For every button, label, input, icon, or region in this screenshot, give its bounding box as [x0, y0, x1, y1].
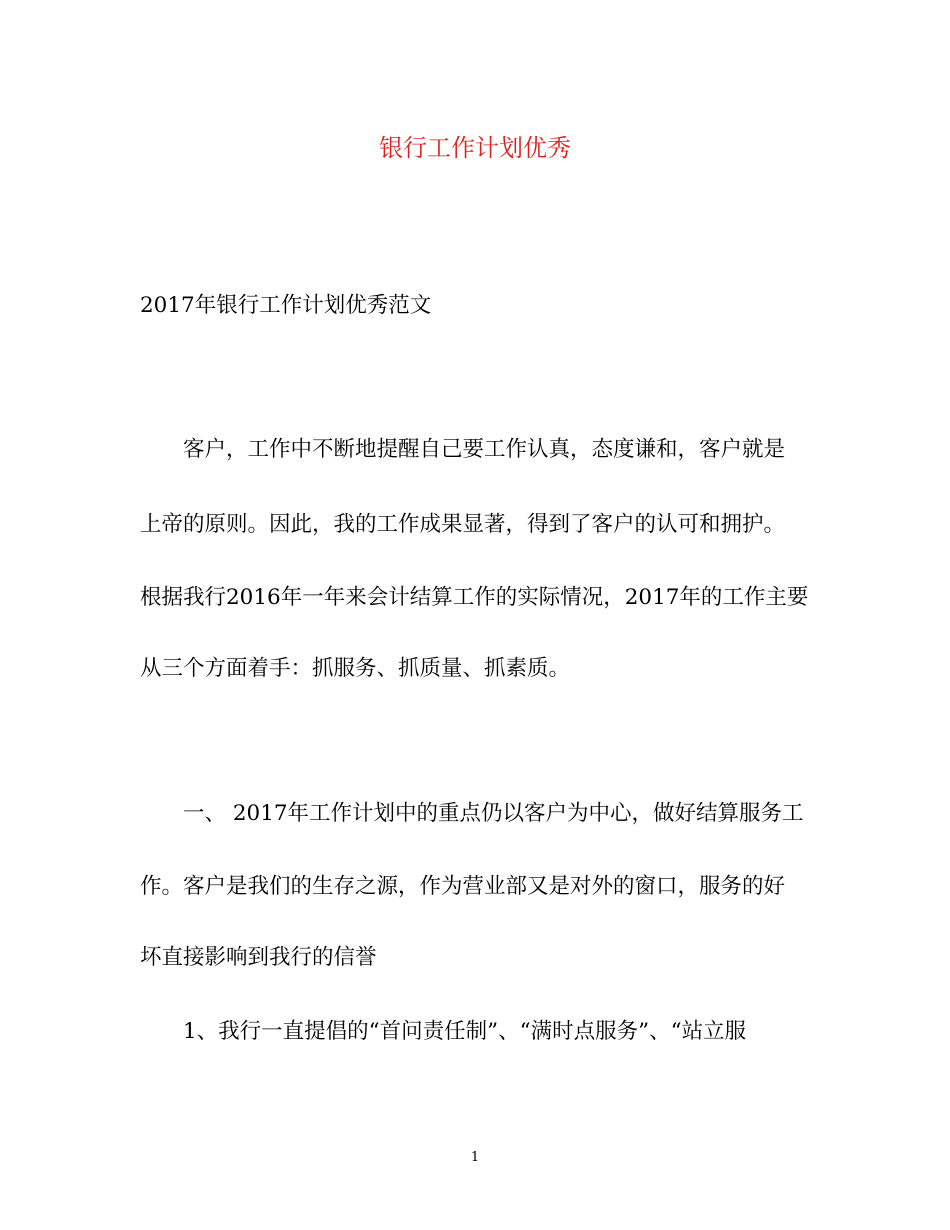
paragraph-2-line-1: 一、 2017年工作计划中的重点仍以客户为中心，做好结算服务工	[183, 801, 804, 826]
document-subtitle: 2017年银行工作计划优秀范文	[140, 293, 432, 318]
page-number: 1	[470, 1150, 480, 1165]
list-item-1: 1、我行一直提倡的“首问责任制”、“满时点服务”、“站立服	[183, 1019, 747, 1044]
document-title: 银行工作计划优秀	[379, 134, 571, 162]
paragraph-1-line-4: 从三个方面着手：抓服务、抓质量、抓素质。	[140, 656, 571, 681]
paragraph-1-line-3: 根据我行2016年一年来会计结算工作的实际情况，2017年的工作主要	[140, 585, 809, 610]
paragraph-1-line-1: 客户，工作中不断地提醒自己要工作认真，态度谦和，客户就是	[183, 437, 786, 462]
paragraph-1-line-2: 上帝的原则。因此，我的工作成果显著，得到了客户的认可和拥护。	[140, 512, 786, 537]
paragraph-2-line-3: 坏直接影响到我行的信誉	[140, 945, 377, 970]
paragraph-2-line-2: 作。客户是我们的生存之源，作为营业部又是对外的窗口，服务的好	[140, 874, 786, 899]
